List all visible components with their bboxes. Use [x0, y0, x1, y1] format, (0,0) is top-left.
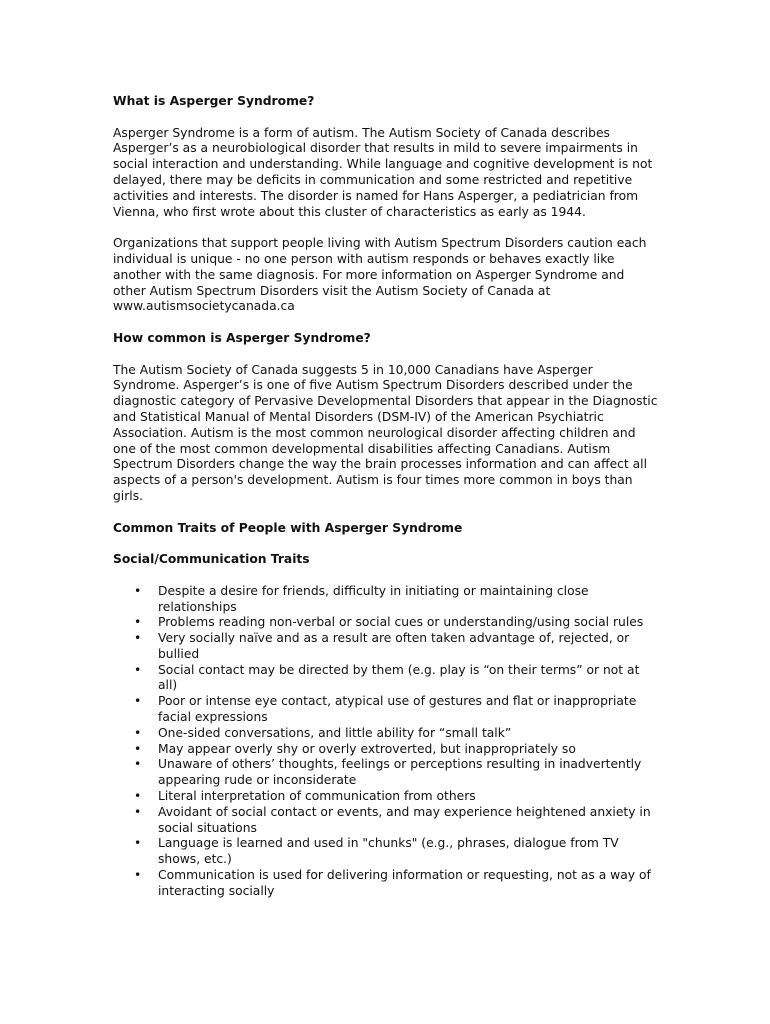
list-item-text: Poor or intense eye contact, atypical use of gestures and flat or inappropriate facial expressions: [158, 694, 637, 725]
list-item-text: Very socially naïve and as a result are often taken advantage of, rejected, or bullied: [158, 631, 630, 661]
subheading-social-communication: Social/Communication Traits: [113, 552, 310, 567]
bullet-icon: •: [134, 741, 142, 756]
bullet-icon: •: [134, 789, 142, 804]
list-item: [113, 805, 658, 837]
section-heading-how-common: How common is Asperger Syndrome?: [113, 330, 371, 345]
list-item: [113, 868, 658, 900]
list-item-text: Social contact may be directed by them (e.g. play is “on their terms” or not at all): [158, 662, 640, 693]
traits-list: [113, 584, 658, 900]
section-heading-common-traits: Common Traits of People with Asperger Syndrome: [113, 520, 463, 535]
list-item-text: One-sided conversations, and little ability for “small talk”: [158, 725, 512, 740]
bullet-icon: •: [134, 662, 142, 677]
list-item-text: May appear overly shy or overly extroverted, but inappropriately so: [158, 741, 576, 756]
bullet-icon: •: [134, 694, 142, 709]
list-item-text: Despite a desire for friends, difficulty in initiating or maintaining close relationships: [158, 583, 589, 614]
bullet-icon: •: [134, 836, 142, 851]
list-item-text: Problems reading non-verbal or social cues or understanding/using social rules: [158, 615, 644, 630]
document-page: [113, 94, 658, 900]
bullet-icon: •: [134, 583, 142, 598]
list-item: [113, 694, 658, 726]
bullet-icon: •: [134, 615, 142, 630]
list-item-text: Literal interpretation of communication from others: [158, 789, 476, 804]
list-item-text: Unaware of others’ thoughts, feelings or perceptions resulting in inadvertently appearing rude or inconsiderate: [158, 757, 642, 788]
list-item-text: Avoidant of social contact or events, and may experience heightened anxiety in social situations: [158, 804, 651, 835]
paragraph-organizations: Organizations that support people living with Autism Spectrum Disorders caution each individual is unique - no one person with autism responds or behaves exactly like another with the same diagnosis. For more information on Asperger Syndrome and other Autism Spectrum Disorders visit the Autism Society of Canada at www.autismsocietycanada.ca: [113, 236, 647, 314]
list-item: [113, 663, 658, 695]
list-item: [113, 726, 658, 742]
list-item: [113, 615, 658, 631]
bullet-icon: •: [134, 868, 142, 883]
bullet-icon: •: [134, 804, 142, 819]
list-item: [113, 757, 658, 789]
paragraph-definition: Asperger Syndrome is a form of autism. The Autism Society of Canada describes Asperger’s as a neurobiological disorder that results in mild to severe impairments in social interaction and understanding. While language and cognitive development is not delayed, there may be deficits in communication and some restricted and repetitive activities and interests. The disorder is named for Hans Asperger, a pediatrician from Vienna, who first wrote about this cluster of characteristics as early as 1944.: [113, 125, 653, 219]
list-item: [113, 789, 658, 805]
paragraph-prevalence: The Autism Society of Canada suggests 5 in 10,000 Canadians have Asperger Syndrome. Asperger’s is one of five Autism Spectrum Disorders described under the diagnostic category of Pervasive Developmental Disorders that appear in the Diagnostic and Statistical Manual of Mental Disorders (DSM-IV) of the American Psychiatric Association. Autism is the most common neurological disorder affecting children and one of the most common developmental disabilities affecting Canadians. Autism Spectrum Disorders change the way the brain processes information and can affect all aspects of a person's development. Autism is four times more common in boys than girls.: [113, 362, 658, 503]
list-item: [113, 631, 658, 663]
section-heading-what-is: What is Asperger Syndrome?: [113, 94, 315, 108]
list-item-text: Communication is used for delivering information or requesting, not as a way of interacting socially: [158, 868, 651, 898]
list-item-text: Language is learned and used in "chunks" (e.g., phrases, dialogue from TV shows, etc.): [158, 836, 619, 867]
list-item: [113, 742, 658, 758]
bullet-icon: •: [134, 757, 142, 772]
bullet-icon: •: [134, 631, 142, 646]
list-item: [113, 584, 658, 616]
list-item: [113, 836, 658, 868]
bullet-icon: •: [134, 725, 142, 740]
